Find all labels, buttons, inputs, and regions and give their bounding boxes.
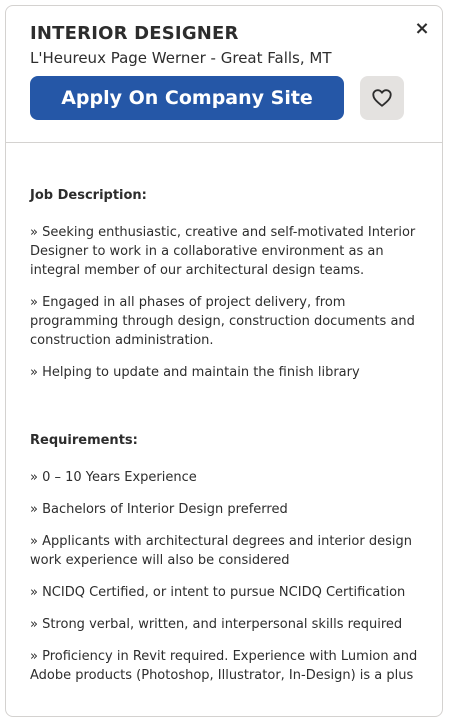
apply-on-company-site-button[interactable]: Apply On Company Site [30, 76, 344, 120]
job-details-card [5, 5, 443, 717]
description-item: » Engaged in all phases of project delivery, from programming through design, construction documents and construction administration. [30, 295, 415, 348]
description-item: » Seeking enthusiastic, creative and self-motivated Interior Designer to work in a collaborative environment as an integral member of our architectural design teams. [30, 225, 416, 278]
job-description-heading: Job Description: [30, 188, 147, 203]
job-description-body [30, 186, 422, 698]
save-job-button[interactable] [360, 76, 404, 120]
description-item: » Helping to update and maintain the finish library [30, 365, 360, 380]
requirement-item: » Bachelors of Interior Design preferred [30, 502, 288, 517]
requirement-item: » Proficiency in Revit required. Experience with Lumion and Adobe products (Photoshop, Illustrator, In-Design) is a plus [30, 649, 418, 683]
company-location: L'Heureux Page Werner - Great Falls, MT [30, 49, 332, 67]
requirements-heading: Requirements: [30, 433, 138, 448]
requirement-item: » Applicants with architectural degrees and interior design work experience will also be considered [30, 534, 412, 568]
requirement-item: » 0 – 10 Years Experience [30, 470, 197, 485]
job-header [6, 6, 442, 143]
requirement-item: » NCIDQ Certified, or intent to pursue NCIDQ Certification [30, 585, 406, 600]
heart-icon [371, 87, 393, 109]
requirement-item: » Strong verbal, written, and interpersonal skills required [30, 617, 403, 632]
close-button[interactable]: × [414, 18, 430, 39]
job-title: INTERIOR DESIGNER [30, 23, 239, 44]
section-spacer [30, 395, 422, 431]
